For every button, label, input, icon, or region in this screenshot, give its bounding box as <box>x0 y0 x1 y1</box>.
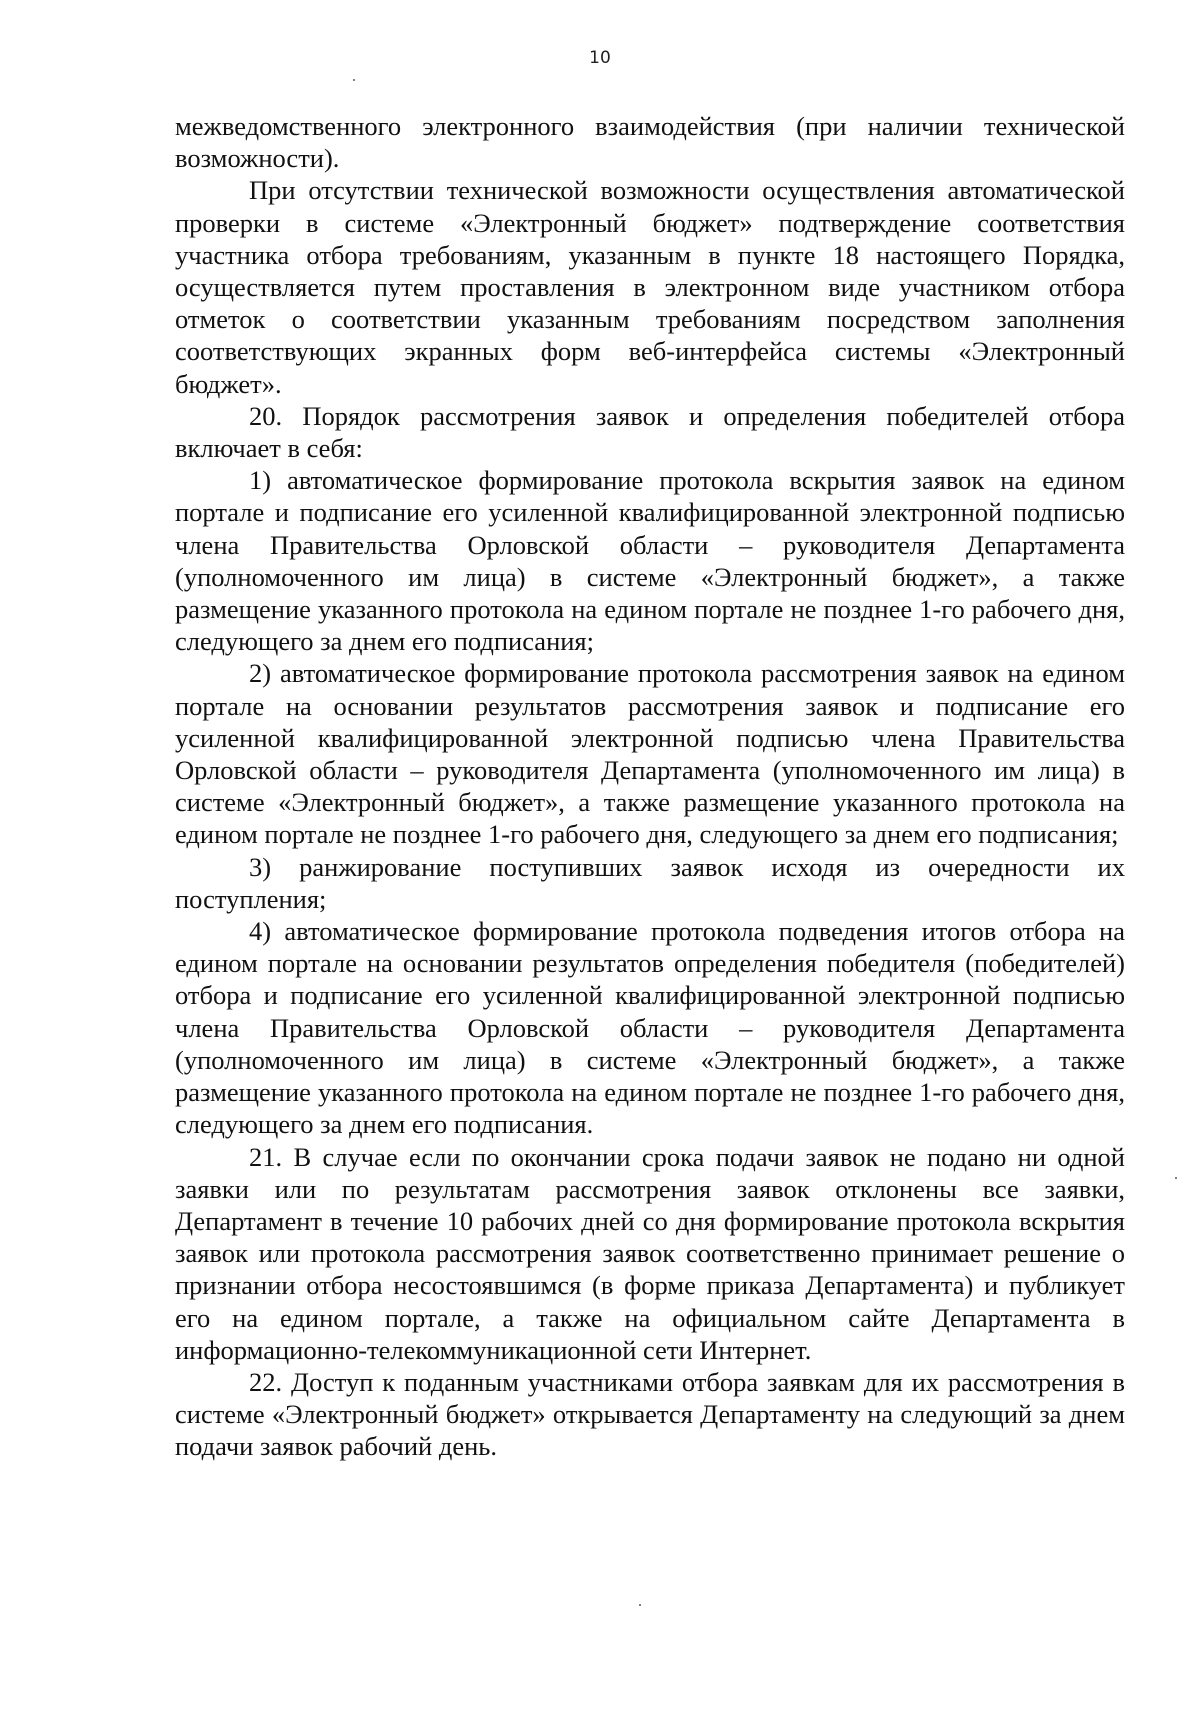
page-number: 10 <box>589 48 611 68</box>
paragraph-item-4: 4) автоматическое формирование протокола подведения итогов отбора на едином портале на основании результатов определения победителя (победителей) отбора и подписание его усиленной квалифицированной электронной подписью члена Правительства Орловской области – руководителя Департамента (уполномоченного им лица) в системе «Электронный бюджет», а также размещение указанного протокола на едином портале не позднее 1-го рабочего дня, следующего за днем его подписания. <box>175 916 1125 1140</box>
paragraph-item-3: 3) ранжирование поступивших заявок исходя из очередности их поступления; <box>175 851 1125 914</box>
paragraph-continuation: межведомственного электронного взаимодействия (при наличии технической возможности). <box>175 111 1125 174</box>
scan-speck <box>353 79 355 81</box>
paragraph-clause-22: 22. Доступ к поданным участниками отбора заявкам для их рассмотрения в системе «Электронный бюджет» открывается Департаменту на следующий за днем подачи заявок рабочий день. <box>175 1366 1125 1462</box>
paragraph-clause-20: 20. Порядок рассмотрения заявок и определения победителей отбора включает в себя: <box>175 400 1125 464</box>
paragraph-item-2: 2) автоматическое формирование протокола рассмотрения заявок на едином портале на основании результатов рассмотрения заявок и подписание его усиленной квалифицированной электронной подписью члена Правительства Орловской области – руководителя Департамента (уполномоченного им лица) в системе «Электронный бюджет», а также размещение указанного протокола на едином портале не позднее 1-го рабочего дня, следующего за днем его подписания; <box>175 658 1125 850</box>
paragraph-item-1: 1) автоматическое формирование протокола вскрытия заявок на едином портале и подписание его усиленной квалифицированной электронной подписью члена Правительства Орловской области – руководителя Департамента (уполномоченного им лица) в системе «Электронный бюджет», а также размещение указанного протокола на едином портале не позднее 1-го рабочего дня, следующего за днем его подписания; <box>175 465 1125 657</box>
scan-speck <box>639 1604 641 1606</box>
paragraph-manual-verification: При отсутствии технической возможности осуществления автоматической проверки в системе «Электронный бюджет» подтверждение соответствия участника отбора требованиям, указанным в пункте 18 настоящего Порядка, осуществляется путем проставления в электронном виде участником отбора отметок о соответствии указанным требованиям посредством заполнения соответствующих экранных форм веб-интерфейса системы «Электронный бюджет». <box>175 175 1125 399</box>
document-body <box>175 110 1125 1463</box>
scan-speck <box>1175 1177 1177 1179</box>
paragraph-clause-21: 21. В случае если по окончании срока подачи заявок не подано ни одной заявки или по результатам рассмотрения заявок отклонены все заявки, Департамент в течение 10 рабочих дней со дня формирование протокола вскрытия заявок или протокола рассмотрения заявок соответственно принимает решение о признании отбора несостоявшимся (в форме приказа Департамента) и публикует его на едином портале, а также на официальном сайте Департамента в информационно-телекоммуникационной сети Интернет. <box>175 1141 1125 1365</box>
